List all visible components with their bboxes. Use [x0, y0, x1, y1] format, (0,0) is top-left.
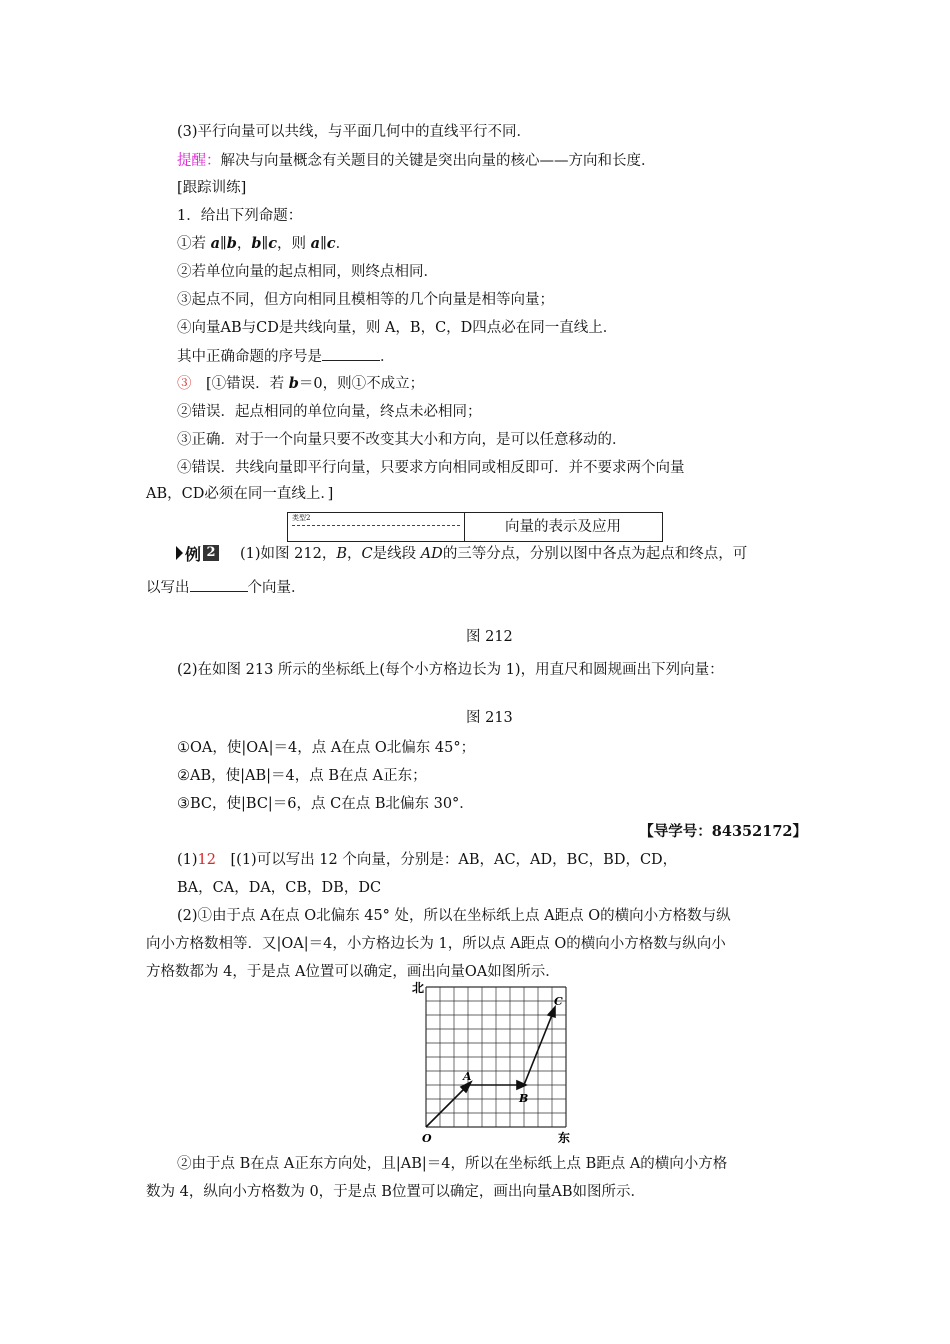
vector-item-2: ②AB，使|AB|＝4，点 B在点 A正东；	[177, 768, 427, 784]
vector-bc	[524, 1010, 554, 1085]
solution-line: ②由于点 B在点 A正东方向处，且|AB|＝4，所以在坐标纸上点 B距点 A的横向小方格	[177, 1156, 728, 1172]
text-span: ．	[335, 236, 351, 252]
triangle-icon	[176, 546, 183, 560]
section-heading: [跟踪训练]	[177, 180, 247, 196]
answer-blank	[322, 346, 380, 361]
example-label: 例	[185, 544, 202, 564]
text-span: 其中正确命题的序号是	[177, 349, 322, 365]
answer-line	[177, 374, 424, 394]
vector-var: c	[268, 235, 278, 252]
text-span: 的三等分点，分别以图中各点为起点和终点，可	[442, 546, 748, 562]
vectors	[426, 1007, 555, 1127]
text-span: 个向量．	[247, 580, 306, 596]
vector-var: b	[226, 235, 237, 252]
point-a-label: A	[463, 1070, 472, 1083]
text-span: 是线段	[372, 546, 421, 562]
north-label: 北	[412, 981, 425, 995]
vector-var: a	[310, 235, 321, 252]
text-line: (3)平行向量可以共线，与平面几何中的直线平行不同．	[177, 124, 532, 140]
explanation-line: AB，CD必须在同一直线上．]	[146, 486, 334, 502]
point-b-label: B	[519, 1092, 529, 1105]
text-span: ，	[236, 236, 252, 252]
guide-number: 【导学号：84352172】	[639, 823, 807, 840]
example-text	[146, 577, 306, 598]
figure-caption: 图 212	[466, 629, 513, 645]
point-var: AD	[420, 546, 443, 562]
text-span: [(1)可以写出 12 个向量，分别是：AB，AC，AD，BC，BD，CD，	[216, 852, 678, 868]
vector-var: b	[288, 375, 299, 392]
type-tag: 类型2	[292, 514, 311, 522]
solution-line: (2)①由于点 A在点 O北偏东 45° 处，所以在坐标纸上点 A距点 O的横向小方格数与纵	[177, 908, 731, 924]
vector-var: c	[326, 235, 336, 252]
example-number: 2	[203, 545, 219, 561]
point-c-label: C	[554, 995, 563, 1008]
text-span: (1)	[177, 852, 198, 868]
hint-text: 解决与向量概念有关题目的关键是突出向量的核心——方向和长度．	[220, 153, 656, 169]
text-span: (1)如图 212，	[240, 546, 337, 562]
hint-label: 提醒：	[177, 153, 221, 169]
example-text	[240, 544, 747, 564]
answer-value: 12	[197, 852, 216, 868]
text-span: [①错误．若	[191, 376, 289, 392]
solution-line: BA，CA，DA，CB，DB，DC	[177, 880, 382, 896]
vector-item-1: ①OA，使|OA|＝4，点 A在点 O北偏东 45°；	[177, 740, 476, 756]
proposition-4: ④向量AB与CD是共线向量，则 A，B，C，D四点必在同一直线上．	[177, 320, 618, 336]
vector-var: b	[251, 235, 262, 252]
text-span: ∥	[261, 236, 269, 252]
text-span: ∥	[320, 236, 327, 252]
hint-line	[177, 151, 656, 171]
type-heading-box	[287, 512, 663, 542]
example-badge	[176, 543, 219, 563]
proposition-2: ②若单位向量的起点相同，则终点相同．	[177, 264, 438, 280]
point-var: B	[336, 546, 347, 562]
explanation-line: ③正确．对于一个向量只要不改变其大小和方向，是可以任意移动的．	[177, 432, 627, 448]
figure-caption: 图 213	[466, 710, 513, 726]
text-span: ＝0，则①不成立；	[298, 376, 425, 392]
text-span: ．	[380, 349, 395, 365]
proposition-1	[177, 234, 350, 254]
solution-line: 数为 4，纵向小方格数为 0，于是点 B位置可以确定，画出向量AB如图所示．	[146, 1184, 646, 1200]
point-var: C	[361, 546, 373, 562]
text-span: ∥	[220, 236, 227, 252]
origin-label: O	[422, 1132, 432, 1145]
divider	[292, 525, 460, 526]
explanation-line: ④错误．共线向量即平行向量，只要求方向相同或相反即可．并不要求两个向量	[177, 460, 685, 476]
vector-var: a	[210, 235, 221, 252]
coordinate-grid-figure	[408, 980, 578, 1148]
text-span: ，	[346, 546, 362, 562]
text-span: ，则	[277, 236, 311, 252]
east-label: 东	[558, 1131, 571, 1145]
proposition-3: ③起点不同，但方向相同且模相等的几个向量是相等向量；	[177, 292, 554, 308]
vector-item-3: ③BC，使|BC|＝6，点 C在点 B北偏东 30°．	[177, 796, 474, 812]
answer-blank	[190, 577, 248, 592]
vector-oa	[426, 1085, 468, 1127]
text-span: 以写出	[146, 580, 190, 596]
solution-line	[177, 850, 677, 870]
solution-line: 方格数都为 4，于是点 A位置可以确定，画出向量OA如图所示．	[146, 964, 560, 980]
solution-line: 向小方格数相等．又|OA|＝4，小方格边长为 1，所以点 A距点 O的横向小方格数与纵向小	[146, 936, 726, 952]
type-tag-cell	[288, 513, 465, 541]
question-prompt	[177, 346, 395, 367]
explanation-line: ②错误．起点相同的单位向量，终点未必相同；	[177, 404, 482, 420]
question-text: 1．给出下列命题：	[177, 208, 303, 224]
arrowhead-bc	[548, 1007, 555, 1017]
text-span: ①若	[177, 236, 211, 252]
example-text: (2)在如图 213 所示的坐标纸上(每个小方格边长为 1)，用直尺和圆规画出下列向量：	[177, 662, 724, 678]
type-title: 向量的表示及应用	[505, 519, 621, 535]
answer-mark: ③	[177, 376, 192, 392]
